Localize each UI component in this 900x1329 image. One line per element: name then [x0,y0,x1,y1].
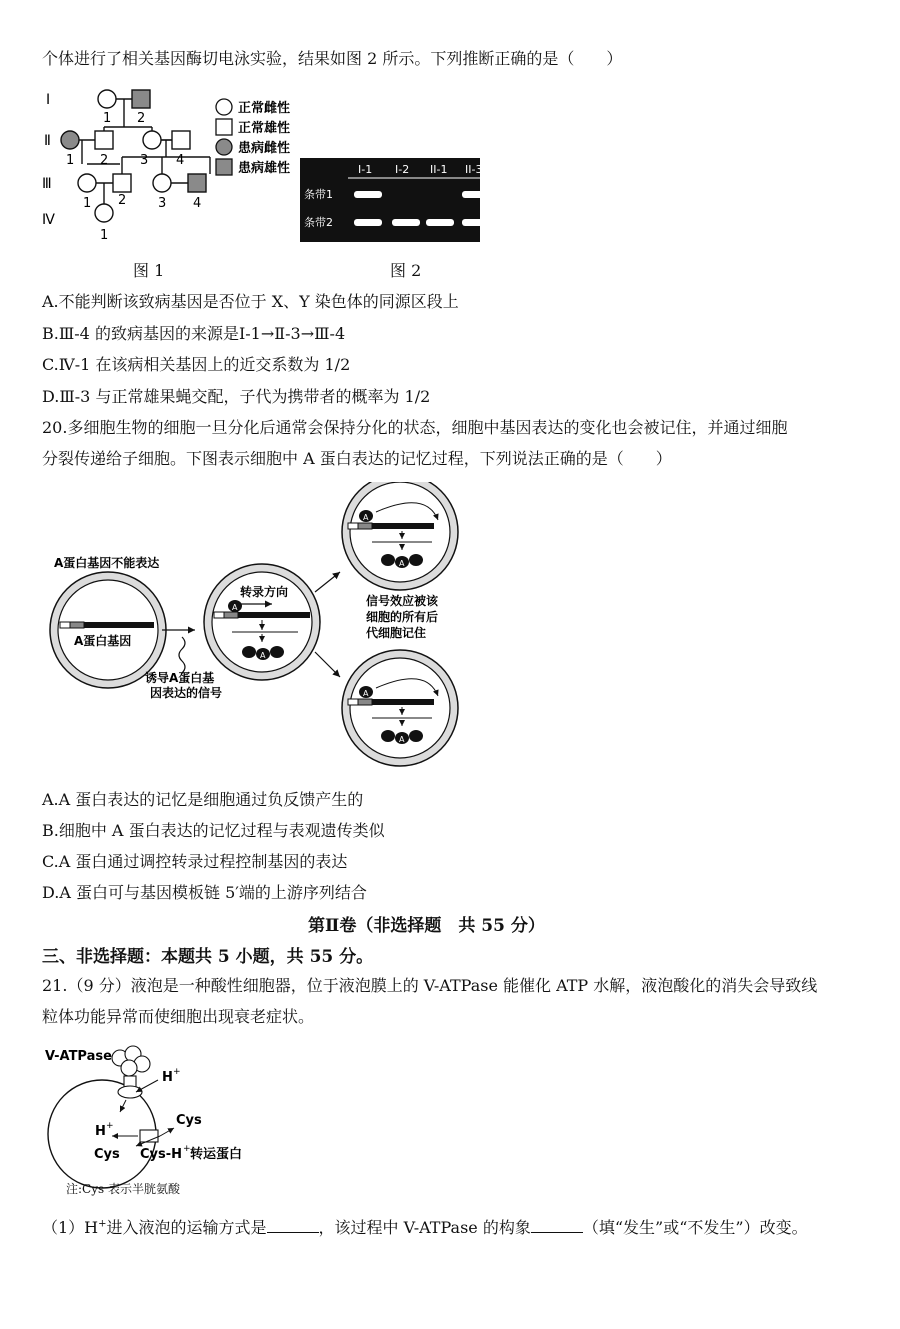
q20-stem-line2: 分裂传递给子细胞。下图表示细胞中 A 蛋白表达的记忆过程，下列说法正确的是（ ） [42,449,672,468]
label-no-expression: A蛋白基因不能表达 [54,556,160,570]
num-II4: 4 [176,153,185,168]
pedigree-I1 [98,90,116,108]
transporter-label: Cys-H [140,1147,183,1162]
transporter-suffix: 转运蛋白 [190,1147,243,1162]
gel-lane-4: II-3 [465,163,482,176]
q21-sub1-b: 进入液泡的运输方式是 [106,1218,267,1237]
legend-normal-female: 正常雌性 [238,101,291,116]
protein-letter-top-1: A [363,513,369,522]
signal-label-2: 因表达的信号 [150,686,223,700]
pedigree-figure [40,82,310,252]
band-label-1: 条带1 [304,188,333,201]
q21-sub1 [42,1215,808,1238]
legend-normal-male-symbol [216,119,232,135]
answer-blank-2[interactable] [531,1218,583,1233]
pedigree-I2 [132,90,150,108]
h-inside-plus: + [106,1121,114,1131]
protein-letter-top-2: A [399,559,405,568]
gene-label: A蛋白基因 [74,634,132,648]
intro-text: 个体进行了相关基因酶切电泳实验，结果如图 2 所示。下列推断正确的是（ ） [42,49,623,68]
pedigree-III1 [78,174,96,192]
gen-label-2: Ⅱ [44,133,51,149]
pedigree-III3 [153,174,171,192]
pedigree-III2 [113,174,131,192]
num-I1: 1 [103,111,112,126]
legend-normal-female-symbol [216,99,232,115]
q21-stem-line1: 21.（9 分）液泡是一种酸性细胞器，位于液泡膜上的 V-ATPase 能催化 ATP 水解，液泡酸化的消失会导致线 [42,976,818,995]
num-III3: 3 [158,196,167,211]
q20-option-c: C.A 蛋白通过调控转录过程控制基因的表达 [42,852,348,871]
q19-option-c: C.Ⅳ-1 在该病相关基因上的近交系数为 1/2 [42,355,351,374]
gel-band-row2-lane1 [354,219,382,226]
legend-normal-male: 正常雄性 [238,121,291,136]
vatpase-label: V-ATPase [45,1049,112,1064]
num-I2: 2 [137,111,146,126]
q19-option-b: B.Ⅲ-4 的致病基因的来源是Ⅰ-1→Ⅱ-3→Ⅲ-4 [42,324,346,343]
protein-memory-diagram [40,482,480,768]
protein-letter-mid-2: A [260,651,266,660]
q20-option-d: D.A 蛋白可与基因模板链 5′端的上游序列结合 [42,883,367,902]
h-outside-label: H [162,1070,173,1085]
band-label-2: 条带2 [304,216,333,229]
num-IV1: 1 [100,228,109,243]
figure2-caption: 图 2 [390,261,422,280]
pedigree-II2 [95,131,113,149]
gel-lane-3: II-1 [430,163,448,176]
q21-stem-line2: 粒体功能异常而使细胞出现衰老症状。 [42,1007,315,1026]
section2-title: 第Ⅱ卷（非选择题 共 55 分） [308,916,545,936]
num-III1: 1 [83,196,92,211]
pedigree-II1 [61,131,79,149]
gen-label-4: Ⅳ [42,212,55,228]
cys-outside-label: Cys [176,1113,202,1128]
num-III2: 2 [118,193,127,208]
gel-band-row2-lane3 [426,219,454,226]
q20-stem-line1: 20.多细胞生物的细胞一旦分化后通常会保持分化的状态，细胞中基因表达的变化也会被记住，并通过细胞 [42,418,788,437]
q21-sub1-sup: + [98,1218,107,1230]
num-II3: 3 [140,153,149,168]
num-II2: 2 [100,153,109,168]
gel-band-row2-lane2 [392,219,420,226]
transporter-plus: + [183,1144,191,1154]
q19-option-a: A.不能判断该致病基因是否位于 X、Y 染色体的同源区段上 [42,292,459,311]
q21-sub1-c: ，该过程中 V-ATPase 的构象 [318,1218,531,1237]
gel-lane-2: I-2 [395,163,410,176]
answer-blank-1[interactable] [267,1218,319,1233]
gen-label-1: Ⅰ [46,92,51,108]
gel-band-row2-lane4 [462,219,482,226]
q21-sub1-d: （填“发生”或“不发生”）改变。 [582,1218,808,1237]
gel-band-row1-lane1 [354,191,382,198]
num-II1: 1 [66,153,75,168]
vacuole-diagram [40,1040,300,1190]
q21-sub1-a: （1）H [42,1218,99,1237]
gen-label-3: Ⅲ [42,176,52,192]
q19-option-d: D.Ⅲ-3 与正常雄果蝇交配，子代为携带者的概率为 1/2 [42,387,431,406]
protein-letter-bottom-2: A [399,735,405,744]
h-inside-label: H [95,1124,106,1139]
protein-letter-mid-1: A [232,603,238,612]
pedigree-II4 [172,131,190,149]
q21-note: 注:Cys 表示半胱氨酸 [66,1182,180,1196]
legend-affected-female-symbol [216,139,232,155]
pedigree-II3 [143,131,161,149]
signal-label-1: 诱导A蛋白基 [145,671,215,685]
num-III4: 4 [193,196,202,211]
legend-affected-male: 患病雄性 [238,161,291,176]
h-outside-plus: + [173,1067,181,1077]
legend-affected-female: 患病雌性 [238,141,291,156]
transcription-label: 转录方向 [240,585,289,599]
pedigree-III4 [188,174,206,192]
pedigree-IV1 [95,204,113,222]
memory-label-1: 信号效应被该 [366,594,439,608]
cys-inside-label: Cys [94,1147,120,1162]
gel-lane-1: I-1 [358,163,373,176]
section3-heading: 三、非选择题：本题共 5 小题，共 55 分。 [42,947,374,967]
memory-label-3: 代细胞记住 [366,626,427,640]
memory-label-2: 细胞的所有后 [366,610,439,624]
figure1-caption: 图 1 [133,261,165,280]
protein-letter-bottom-1: A [363,689,369,698]
gel-band-row1-lane4 [462,191,482,198]
legend-affected-male-symbol [216,159,232,175]
gel-figure [300,158,482,244]
q20-option-b: B.细胞中 A 蛋白表达的记忆过程与表观遗传类似 [42,821,385,840]
q20-option-a: A.A 蛋白表达的记忆是细胞通过负反馈产生的 [42,790,364,809]
